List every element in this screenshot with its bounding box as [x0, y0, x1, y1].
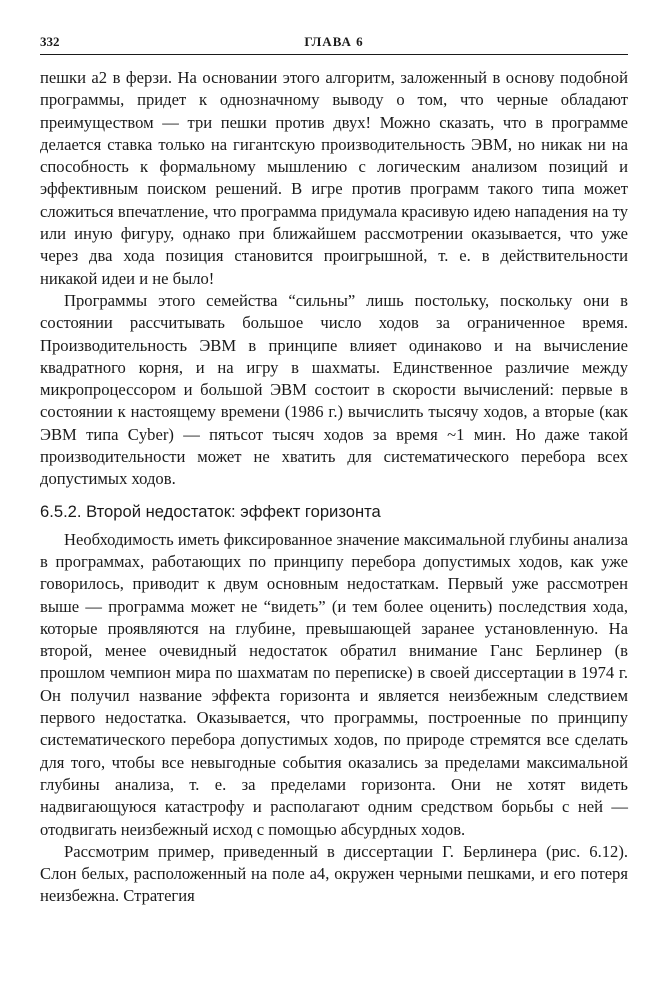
paragraph: Рассмотрим пример, приведенный в диссертации Г. Берлинера (рис. 6.12). Слон белых, расположенный на поле а4, окружен черными пешками, и его потеря неизбежна. Стратегия	[40, 841, 628, 906]
paragraph-continued: пешки а2 в ферзи. На основании этого алгоритм, заложенный в основу подобной программы, придет к однозначному выводу о том, что черные обладают преимуществом — три пешки против двух! Можно сказать, что в программе делается ставка только на гигантскую производительность ЭВМ, но никак ни на способность к формальному мышлению с логическим анализом позиций и эффективным поиском решений. В игре против программ такого типа может сложиться впечатление, что программа придумала красивую идею нападения на ту или иную фигуру, однако при ближайшем рассмотрении оказывается, что уже через два хода позиция становится проигрышной, т. е. в действительности никакой идеи и не было!	[40, 68, 628, 288]
page-number: 332	[40, 34, 60, 49]
paragraph: Необходимость иметь фиксированное значение максимальной глубины анализа в программах, работающих по принципу перебора допустимых ходов, как уже говорилось, приводит к двум основным недостаткам. Первый уже рассмотрен выше — программа может не “видеть” (и тем более оценить) последствия хода, которые проявляются на глубине, превышающей заранее установленную. На второй, менее очевидный недостаток обратил внимание Ганс Берлинер (в прошлом чемпион мира по шахматам по переписке) в своей диссертации в 1974 г. Он получил название эффекта горизонта и является неизбежным следствием первого недостатка. Оказывается, что программы, построенные по принципу систематического перебора допустимых ходов, по природе стремятся все сделать для того, чтобы все невыгодные события оказались за пределами максимальной глубины анализа, т. е. за пределами горизонта. Они не хотят видеть надвигающуюся катастрофу и располагают одним средством борьбы с ней — отодвигать неизбежный исход с помощью абсурдных ходов.	[40, 529, 628, 839]
page-header	[40, 32, 628, 55]
page-body	[40, 67, 628, 908]
section-heading: 6.5.2. Второй недостаток: эффект горизонта	[40, 501, 381, 521]
book-page	[40, 32, 628, 908]
paragraph: Программы этого семейства “сильны” лишь постольку, поскольку они в состоянии рассчитывать большое число ходов за ограниченное время. Производительность ЭВМ в принципе влияет одинаково и на вычисление квадратного корня, и на игру в шахматы. Единственное различие между микропроцессором и большой ЭВМ состоит в скорости вычислений: первые в состоянии к настоящему времени (1986 г.) вычислить тысячу ходов, а вторые (как ЭВМ типа Cyber) — пятьсот тысяч ходов за время ~1 мин. Но даже такой производительности может не хватить для систематического перебора всех допустимых ходов.	[40, 290, 628, 489]
chapter-title: ГЛАВА 6	[304, 34, 364, 49]
